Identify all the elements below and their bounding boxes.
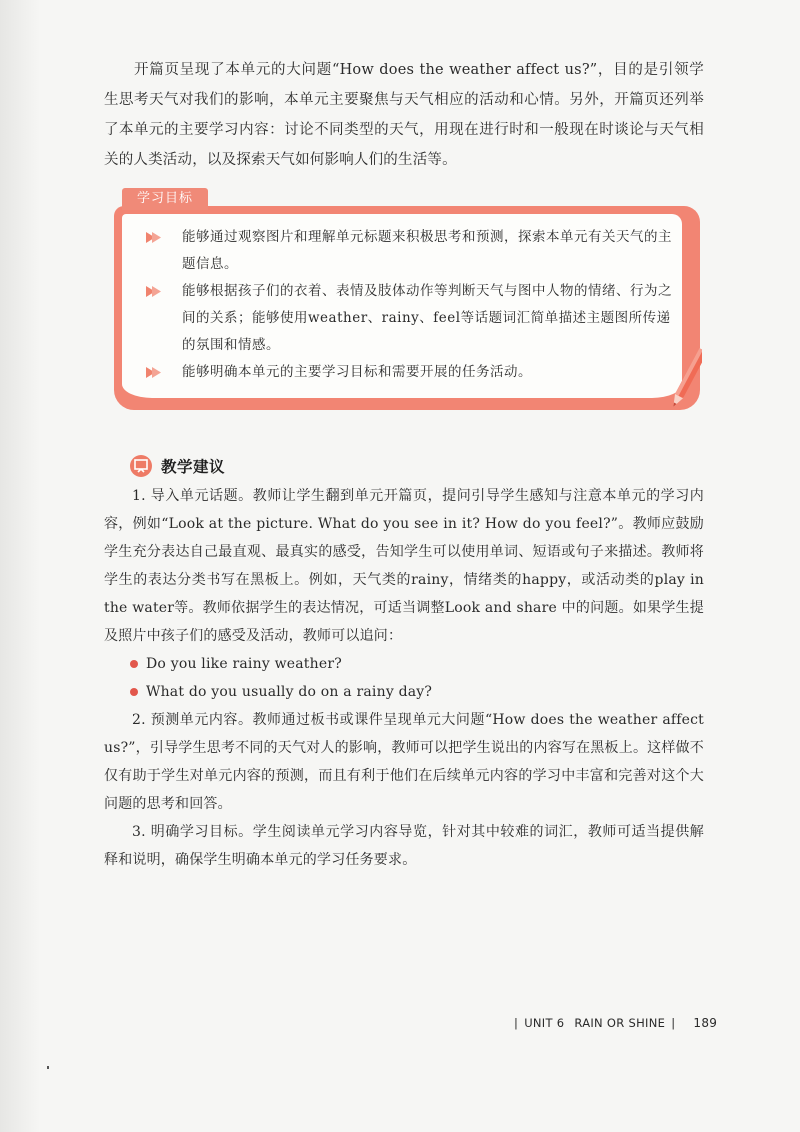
objective-text: 能够通过观察图片和理解单元标题来积极思考和预测，探索本单元有关天气的主题信息。 <box>182 229 672 272</box>
suggestion-paragraph-3: 3. 明确学习目标。学生阅读单元学习内容导览，针对其中较难的词汇，教师可适当提供解释和说明，确保学生明确本单元的学习任务要求。 <box>104 824 704 868</box>
bullet-dot-icon <box>130 660 138 668</box>
intro-paragraph: 开篇页呈现了本单元的大问题“How does the weather affect us?”，目的是引领学生思考天气对我们的影响，本单元主要聚焦与天气相应的活动和心情。另外，开篇页还列举了本单元的主要学习内容：讨论不同类型的天气，用现在进行时和一般现在时谈论与天气相关的人类活动，以及探索天气如何影响人们的生活等。 <box>104 61 704 168</box>
question-item <box>104 650 704 678</box>
objective-text: 能够根据孩子们的衣着、表情及肢体动作等判断天气与图中人物的情绪、行为之间的关系；能够使用weather、rainy、feel等话题词汇简单描述主题图所传递的氛围和情感。 <box>182 283 672 353</box>
teaching-suggestions-heading <box>130 453 225 479</box>
objective-text: 能够明确本单元的主要学习目标和需要开展的任务活动。 <box>182 364 532 380</box>
objectives-tag: 学习目标 <box>122 188 208 210</box>
question-text: Do you like rainy weather? <box>146 656 342 672</box>
section-title: 教学建议 <box>161 458 226 476</box>
teaching-suggestions-body <box>104 482 704 874</box>
triangle-arrow-icon <box>146 232 162 243</box>
page-number: 189 <box>693 1016 718 1030</box>
follow-up-questions <box>104 650 704 706</box>
question-text: What do you usually do on a rainy day? <box>146 684 433 700</box>
pencil-icon <box>672 344 702 416</box>
triangle-arrow-icon <box>146 286 162 297</box>
learning-objectives-box <box>114 188 700 412</box>
page-edge-shadow <box>0 0 40 1132</box>
suggestion-paragraph-1: 1. 导入单元话题。教师让学生翻到单元开篇页，提问引导学生感知与注意本单元的学习内容，例如“Look at the picture. What do you see in it? How do you feel?”。教师应鼓励学生充分表达自己最直观、最真实的感受，告知学生可以使用单词、短语或句子来描述。教师将学生的表达分类书写在黑板上。例如，天气类的rainy，情绪类的happy，或活动类的play in the water等。教师依据学生的表达情况，可适当调整Look and share 中的问题。如果学生提及照片中孩子们的感受及活动，教师可以追问： <box>104 488 704 644</box>
objectives-frame <box>114 206 700 410</box>
footer-separator: | <box>671 1016 676 1030</box>
question-item <box>104 678 704 706</box>
suggestion-paragraph-2: 2. 预测单元内容。教师通过板书或课件呈现单元大问题“How does the weather affect us?”，引导学生思考不同的天气对人的影响，教师可以把学生说出的内容写在黑板上。这样做不仅有助于学生对单元内容的预测，而且有利于他们在后续单元内容的学习中丰富和完善对这个大问题的思考和回答。 <box>104 712 704 812</box>
triangle-arrow-icon <box>146 367 162 378</box>
teaching-board-icon <box>130 455 152 477</box>
objectives-paper <box>122 214 682 398</box>
footer-unit: UNIT 6 <box>524 1016 565 1030</box>
objective-item <box>138 278 678 359</box>
objective-item <box>138 359 678 386</box>
footer-separator: | <box>514 1016 519 1030</box>
bullet-dot-icon <box>130 688 138 696</box>
objective-item <box>138 224 678 278</box>
page-footer <box>508 1016 717 1030</box>
footer-title: RAIN OR SHINE <box>574 1016 666 1030</box>
scan-mark <box>47 1066 49 1069</box>
objectives-list <box>138 224 678 386</box>
